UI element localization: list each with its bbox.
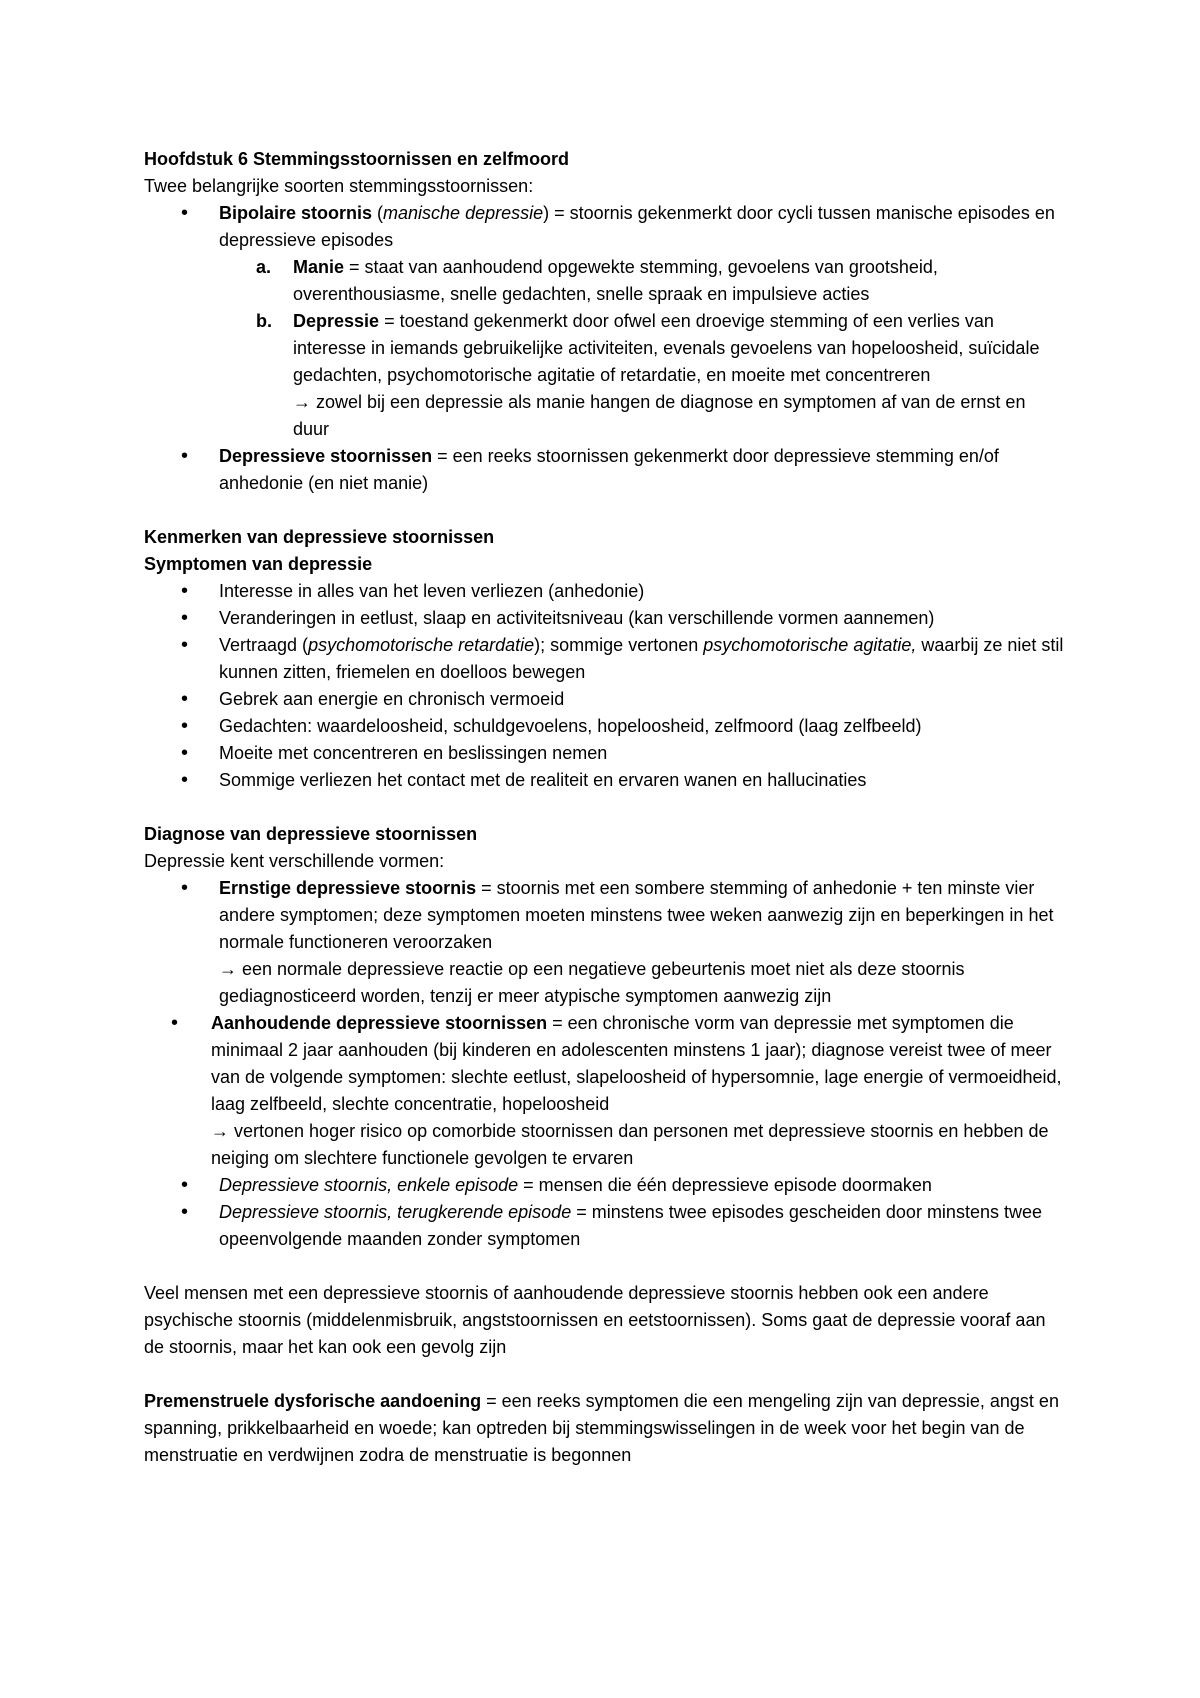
bullet-icon: • bbox=[181, 580, 189, 602]
list-item-recurrent-episode bbox=[144, 1199, 1064, 1253]
list-item-major-depression bbox=[144, 875, 1064, 956]
list-item bbox=[144, 686, 1064, 713]
recurrent-episode-definition: = minstens twee episodes gescheiden door minstens twee opeenvolgende maanden zonder symptomen bbox=[219, 1202, 1042, 1249]
list-item-persistent-depression bbox=[144, 1010, 1064, 1118]
list-item bbox=[144, 578, 1064, 605]
term-psychomotor-agitation: psychomotorische agitatie, bbox=[703, 635, 917, 655]
symptom-text: Gedachten: waardeloosheid, schuldgevoelens, hopeloosheid, zelfmoord (laag zelfbeeld) bbox=[219, 716, 922, 736]
list-item bbox=[144, 713, 1064, 740]
section-heading: Diagnose van depressieve stoornissen bbox=[144, 824, 478, 844]
term-single-episode: Depressieve stoornis, enkele episode bbox=[219, 1175, 519, 1195]
spacer bbox=[144, 794, 1064, 821]
persistent-depression-note: → vertonen hoger risico op comorbide stoornissen dan personen met depressieve stoornis en hebben de neiging om slechtere functionele gevolgen te ervaren bbox=[211, 1121, 1049, 1168]
symptom-text: Veranderingen in eetlust, slaap en activiteitsniveau (kan verschillende vormen aannemen) bbox=[219, 608, 935, 628]
section-heading: Kenmerken van depressieve stoornissen bbox=[144, 527, 495, 547]
term-persistent-depression: Aanhoudende depressieve stoornissen bbox=[211, 1013, 548, 1033]
sub-item-depression bbox=[144, 308, 1064, 389]
pmdd-definition: = een reeks symptomen die een mengeling zijn van depressie, angst en spanning, prikkelbaarheid en woede; kan optreden bij stemmingswisselingen in de week voor het begin van de menstruatie en verdwijnen zodra de menstruatie is begonnen bbox=[144, 1391, 1059, 1465]
list-item-bipolar bbox=[144, 200, 1064, 254]
sub-item-mania bbox=[144, 254, 1064, 308]
mania-definition: = staat van aanhoudend opgewekte stemming, gevoelens van grootsheid, overenthousiasme, snelle gedachten, snelle spraak en impulsieve acties bbox=[293, 257, 938, 304]
term-manic-depression: manische depressie bbox=[383, 203, 544, 223]
bullet-icon: • bbox=[181, 769, 189, 791]
term-psychomotor-retardation: psychomotorische retardatie bbox=[308, 635, 535, 655]
symptom-text: waarbij ze niet stil kunnen zitten, friemelen en doelloos bewegen bbox=[219, 635, 1064, 682]
single-episode-definition: = mensen die één depressieve episode doormaken bbox=[518, 1175, 932, 1195]
term-bipolar: Bipolaire stoornis bbox=[219, 203, 373, 223]
depression-note: → zowel bij een depressie als manie hangen de diagnose en symptomen af van de ernst en duur bbox=[293, 392, 1026, 439]
persistent-depression-definition: = een chronische vorm van depressie met symptomen die minimaal 2 jaar aanhouden (bij kinderen en adolescenten minstens 1 jaar); diagnose vereist twee of meer van de volgende symptomen: slechte eetlust, slapeloosheid of hypersomnie, lage energie of vermoeidheid, laag zelfbeeld, slechte concentratie, hopeloosheid bbox=[211, 1013, 1062, 1114]
bullet-icon: • bbox=[181, 715, 189, 737]
bipolar-definition: ) = stoornis gekenmerkt door cycli tussen manische episodes en depressieve episodes bbox=[219, 203, 1055, 250]
list-item-single-episode bbox=[144, 1172, 1064, 1199]
list-item bbox=[144, 632, 1064, 686]
depressive-disorders-definition: = een reeks stoornissen gekenmerkt door depressieve stemming en/of anhedonie (en niet manie) bbox=[219, 446, 999, 493]
bullet-icon: • bbox=[181, 607, 189, 629]
bullet-icon: • bbox=[181, 1174, 189, 1196]
list-item bbox=[144, 740, 1064, 767]
symptom-text: Moeite met concentreren en beslissingen nemen bbox=[219, 743, 608, 763]
intro-text: Twee belangrijke soorten stemmingsstoornissen: bbox=[144, 176, 534, 196]
major-depression-definition: = stoornis met een sombere stemming of anhedonie + ten minste vier andere symptomen; deze symptomen moeten minstens twee weken aanwezig zijn en beperkingen in het normale functioneren veroorzaken bbox=[219, 878, 1054, 952]
list-item bbox=[144, 767, 1064, 794]
bullet-icon: • bbox=[181, 877, 189, 899]
symptom-text: Sommige verliezen het contact met de realiteit en ervaren wanen en hallucinaties bbox=[219, 770, 867, 790]
list-letter: a. bbox=[256, 257, 272, 277]
section-subheading: Symptomen van depressie bbox=[144, 554, 373, 574]
bullet-icon: • bbox=[181, 688, 189, 710]
spacer bbox=[144, 1361, 1064, 1388]
document-body bbox=[144, 146, 1064, 1469]
paren-open: ( bbox=[372, 203, 384, 223]
bullet-icon: • bbox=[181, 445, 189, 467]
bullet-icon: • bbox=[181, 1201, 189, 1223]
symptom-text: ); sommige vertonen bbox=[534, 635, 704, 655]
section-intro: Depressie kent verschillende vormen: bbox=[144, 851, 445, 871]
pmdd-paragraph bbox=[144, 1388, 1064, 1469]
term-pmdd: Premenstruele dysforische aandoening bbox=[144, 1391, 482, 1411]
term-depressive-disorders: Depressieve stoornissen bbox=[219, 446, 433, 466]
symptom-text: Interesse in alles van het leven verliezen (anhedonie) bbox=[219, 581, 645, 601]
bullet-icon: • bbox=[181, 634, 189, 656]
list-item-depressive-disorders bbox=[144, 443, 1064, 497]
symptom-text: Gebrek aan energie en chronisch vermoeid bbox=[219, 689, 565, 709]
term-depression: Depressie bbox=[293, 311, 380, 331]
bullet-icon: • bbox=[171, 1012, 179, 1034]
spacer bbox=[144, 497, 1064, 524]
term-mania: Manie bbox=[293, 257, 345, 277]
bullet-icon: • bbox=[181, 742, 189, 764]
list-letter: b. bbox=[256, 311, 272, 331]
depression-definition: = toestand gekenmerkt door ofwel een droevige stemming of een verlies van interesse in iemands gebruikelijke activiteiten, evenals gevoelens van hopeloosheid, suïcidale gedachten, psychomotorische agitatie of retardatie, en moeite met concentreren bbox=[293, 311, 1040, 385]
list-item bbox=[144, 605, 1064, 632]
term-recurrent-episode: Depressieve stoornis, terugkerende episode bbox=[219, 1202, 572, 1222]
bullet-icon: • bbox=[181, 202, 189, 224]
spacer bbox=[144, 1253, 1064, 1280]
comorbidity-paragraph: Veel mensen met een depressieve stoornis of aanhoudende depressieve stoornis hebben ook een andere psychische stoornis (middelenmisbruik, angststoornissen en eetstoornissen). Soms gaat de depressie vooraf aan de stoornis, maar het kan ook een gevolg zijn bbox=[144, 1283, 1046, 1357]
term-major-depression: Ernstige depressieve stoornis bbox=[219, 878, 477, 898]
symptom-text: Vertraagd ( bbox=[219, 635, 309, 655]
chapter-title: Hoofdstuk 6 Stemmingsstoornissen en zelfmoord bbox=[144, 149, 570, 169]
major-depression-note: → een normale depressieve reactie op een negatieve gebeurtenis moet niet als deze stoornis gediagnosticeerd worden, tenzij er meer atypische symptomen aanwezig zijn bbox=[219, 959, 965, 1006]
